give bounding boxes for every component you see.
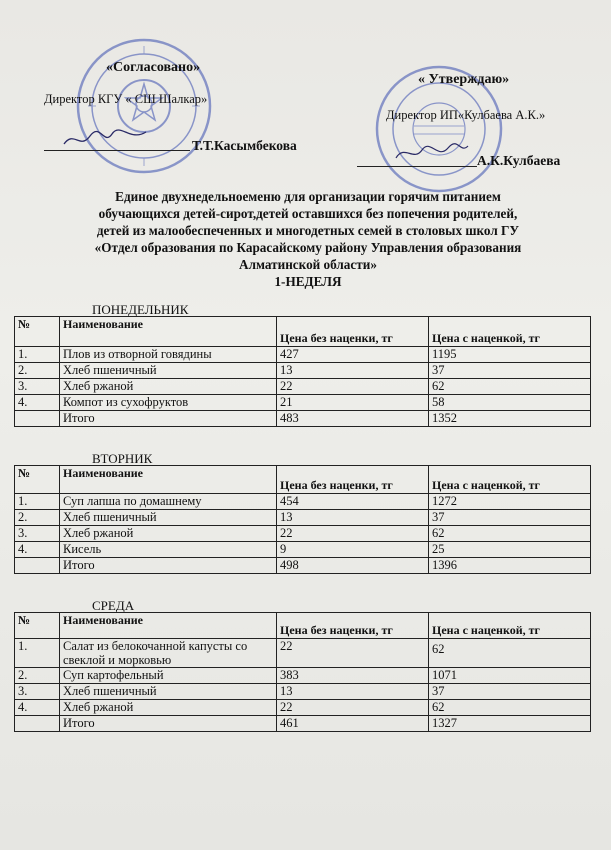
cell-name: Хлеб пшеничный <box>60 363 277 379</box>
cell-price-markup: 25 <box>429 542 591 558</box>
week-label: 1-НЕДЕЛЯ <box>274 274 342 289</box>
cell-num: 1. <box>15 494 60 510</box>
cell-name: Хлеб пшеничный <box>60 510 277 526</box>
title-line: Единое двухнедельноеменю для организации горячим питанием <box>115 189 501 204</box>
table-total-row <box>15 558 591 574</box>
cell-num <box>15 716 60 732</box>
approval-right-position: Директор ИП«Кулбаева А.К.» <box>386 108 546 122</box>
header-price-markup: Цена с наценкой, тг <box>429 613 591 639</box>
cell-name: Суп картофельный <box>60 668 277 684</box>
header-price-no-markup: Цена без наценки, тг <box>277 317 429 347</box>
approval-left-name: Т.Т.Касымбекова <box>192 138 297 153</box>
cell-price-markup: 37 <box>429 363 591 379</box>
day-label-tuesday: ВТОРНИК <box>92 451 153 466</box>
table-row <box>15 395 591 411</box>
cell-num: 3. <box>15 684 60 700</box>
table-row <box>15 639 591 668</box>
cell-price-no-markup: 22 <box>277 639 429 668</box>
cell-total-markup: 1396 <box>429 558 591 574</box>
cell-price-no-markup: 22 <box>277 526 429 542</box>
approval-left-title: «Согласовано» <box>106 60 201 75</box>
cell-num: 4. <box>15 542 60 558</box>
cell-price-no-markup: 427 <box>277 347 429 363</box>
cell-num: 4. <box>15 700 60 716</box>
cell-total-label: Итого <box>60 716 277 732</box>
signature-line-right <box>357 166 477 167</box>
cell-price-markup: 37 <box>429 510 591 526</box>
cell-price-no-markup: 21 <box>277 395 429 411</box>
cell-name: Хлеб ржаной <box>60 526 277 542</box>
title-line: Алматинской области» <box>239 257 377 272</box>
cell-num: 1. <box>15 639 60 668</box>
table-row <box>15 684 591 700</box>
title-line: детей из малообеспеченных и многодетных семей в столовых школ ГУ <box>96 223 520 238</box>
cell-name: Хлеб ржаной <box>60 379 277 395</box>
approval-right-name: А.К.Кулбаева <box>477 153 561 168</box>
cell-price-no-markup: 22 <box>277 700 429 716</box>
header-name: Наименование <box>60 466 277 494</box>
cell-total-no-markup: 483 <box>277 411 429 427</box>
header-price-markup: Цена с наценкой, тг <box>429 466 591 494</box>
cell-num: 2. <box>15 668 60 684</box>
cell-num: 2. <box>15 363 60 379</box>
cell-name: Хлеб пшеничный <box>60 684 277 700</box>
title-line: «Отдел образования по Карасайскому району Управления образования <box>94 240 522 255</box>
table-row <box>15 379 591 395</box>
table-row <box>15 347 591 363</box>
signature-right <box>392 140 472 166</box>
table-row <box>15 510 591 526</box>
document-title <box>38 188 578 290</box>
title-line: обучающихся детей-сирот,детей оставшихся без попечения родителей, <box>98 206 518 221</box>
cell-price-no-markup: 13 <box>277 363 429 379</box>
cell-price-no-markup: 383 <box>277 668 429 684</box>
header-name: Наименование <box>60 317 277 347</box>
signature-left <box>60 124 150 154</box>
cell-price-markup: 62 <box>429 379 591 395</box>
table-row <box>15 668 591 684</box>
cell-num: 3. <box>15 526 60 542</box>
cell-name: Плов из отворной говядины <box>60 347 277 363</box>
header-price-no-markup: Цена без наценки, тг <box>277 466 429 494</box>
cell-name: Компот из сухофруктов <box>60 395 277 411</box>
approval-right-title: « Утверждаю» <box>418 72 510 87</box>
table-row <box>15 700 591 716</box>
cell-num <box>15 411 60 427</box>
menu-table-tuesday <box>14 465 591 574</box>
cell-num: 2. <box>15 510 60 526</box>
header-name: Наименование <box>60 613 277 639</box>
cell-price-markup: 37 <box>429 684 591 700</box>
cell-price-markup: 62 <box>429 526 591 542</box>
table-total-row <box>15 411 591 427</box>
table-row <box>15 542 591 558</box>
header-price-no-markup: Цена без наценки, тг <box>277 613 429 639</box>
cell-price-markup: 58 <box>429 395 591 411</box>
cell-price-no-markup: 22 <box>277 379 429 395</box>
cell-num: 4. <box>15 395 60 411</box>
table-row <box>15 494 591 510</box>
cell-num <box>15 558 60 574</box>
cell-name: Суп лапша по домашнему <box>60 494 277 510</box>
cell-total-label: Итого <box>60 558 277 574</box>
cell-price-markup: 1272 <box>429 494 591 510</box>
menu-table-monday <box>14 316 591 427</box>
cell-price-no-markup: 13 <box>277 684 429 700</box>
table-header-row <box>15 317 591 347</box>
header-price-markup: Цена с наценкой, тг <box>429 317 591 347</box>
cell-total-markup: 1352 <box>429 411 591 427</box>
day-label-monday: ПОНЕДЕЛЬНИК <box>92 302 189 317</box>
day-label-wednesday: СРЕДА <box>92 598 135 613</box>
cell-num: 3. <box>15 379 60 395</box>
header-num: № <box>15 317 60 347</box>
cell-total-markup: 1327 <box>429 716 591 732</box>
table-header-row <box>15 613 591 639</box>
cell-price-markup: 1195 <box>429 347 591 363</box>
cell-price-markup: 1071 <box>429 668 591 684</box>
cell-name: Хлеб ржаной <box>60 700 277 716</box>
header-num: № <box>15 613 60 639</box>
approval-left-position: Директор КГУ « СШ Шалкар» <box>44 92 208 106</box>
header-num: № <box>15 466 60 494</box>
table-header-row <box>15 466 591 494</box>
cell-name: Кисель <box>60 542 277 558</box>
table-row <box>15 526 591 542</box>
cell-price-no-markup: 9 <box>277 542 429 558</box>
cell-name: Салат из белокочанной капусты со свеклой и морковью <box>60 639 277 668</box>
cell-price-no-markup: 13 <box>277 510 429 526</box>
table-total-row <box>15 716 591 732</box>
cell-price-markup: 62 <box>429 639 591 668</box>
cell-price-markup: 62 <box>429 700 591 716</box>
cell-num: 1. <box>15 347 60 363</box>
cell-total-no-markup: 461 <box>277 716 429 732</box>
cell-total-no-markup: 498 <box>277 558 429 574</box>
cell-price-no-markup: 454 <box>277 494 429 510</box>
menu-table-wednesday <box>14 612 591 732</box>
cell-total-label: Итого <box>60 411 277 427</box>
table-row <box>15 363 591 379</box>
